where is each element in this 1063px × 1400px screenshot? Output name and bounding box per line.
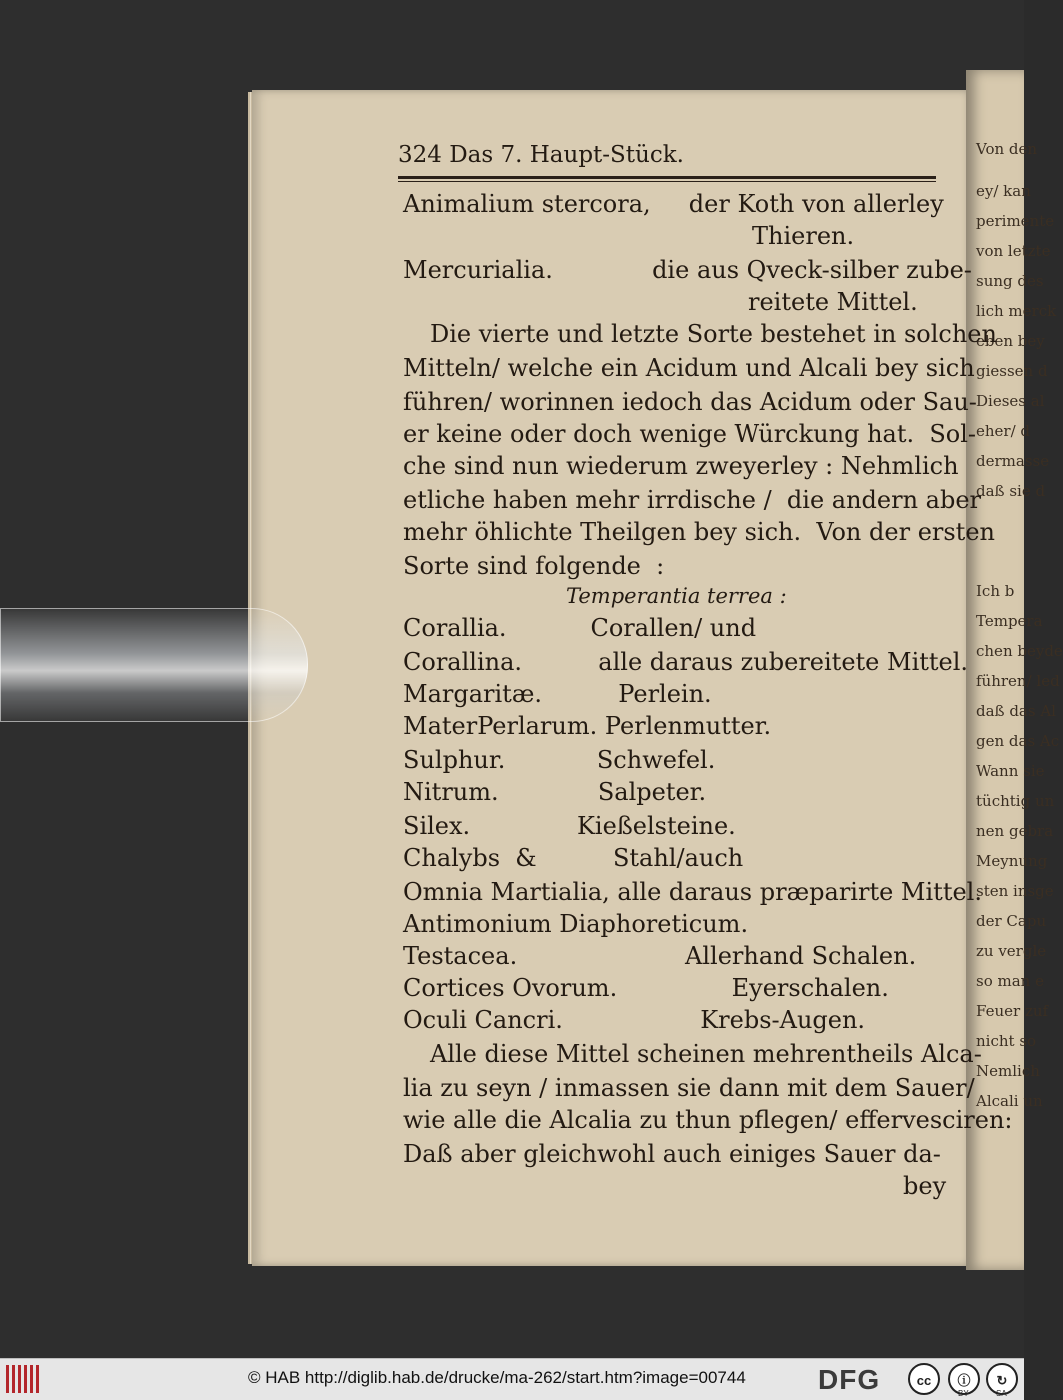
next-page-line: chen beyde: [976, 642, 1063, 660]
next-page-line: Wann sie: [976, 762, 1045, 780]
next-page-line: sten insge: [976, 882, 1054, 900]
next-page-line: Ich b: [976, 582, 1015, 600]
next-page-line: eben bey: [976, 332, 1045, 350]
list-row: Corallia. Corallen/ und: [403, 614, 757, 642]
next-page-line: perimente: [976, 212, 1055, 230]
closing-line: bey: [903, 1172, 947, 1200]
header-rule-thin: [398, 181, 936, 182]
next-page-line: nen gebra: [976, 822, 1054, 840]
next-page-line: Meynung: [976, 852, 1048, 870]
next-page-line: zu vergle: [976, 942, 1047, 960]
next-page-line: sung des: [976, 272, 1044, 290]
body-line: reitete Mittel.: [748, 288, 918, 316]
list-row: Oculi Cancri. Krebs-Augen.: [403, 1006, 866, 1034]
list-row: Chalybs & Stahl/auch: [403, 844, 744, 872]
next-page-line: der Capu: [976, 912, 1047, 930]
page-header: 324 Das 7. Haupt-Stück.: [398, 142, 684, 168]
next-page-line: so man e: [976, 972, 1044, 990]
body-line: mehr öhlichte Theilgen bey sich. Von der ersten: [403, 518, 995, 546]
by-license-icon[interactable]: ⓘ: [948, 1363, 980, 1395]
next-page-line: dermasse: [976, 452, 1050, 470]
cc-license-icon[interactable]: cc: [908, 1363, 940, 1395]
list-row: MaterPerlarum. Perlenmutter.: [403, 712, 772, 740]
list-row: Sulphur. Schwefel.: [403, 746, 716, 774]
next-page-line: Nemlich: [976, 1062, 1040, 1080]
body-line: er keine oder doch wenige Würckung hat. Sol-: [403, 420, 977, 448]
closing-line: Daß aber gleichwohl auch einiges Sauer da-: [403, 1140, 941, 1168]
dfg-logo: DFG: [818, 1364, 881, 1395]
glass-clamp: [0, 608, 308, 722]
header-rule: [398, 176, 936, 179]
by-label: BY: [958, 1389, 969, 1398]
body-line: Animalium stercora, der Koth von allerley: [403, 190, 944, 218]
next-page-line: daß sie d: [976, 482, 1046, 500]
next-page-line: eher/ d: [976, 422, 1031, 440]
next-page-line: giessen d: [976, 362, 1048, 380]
list-row: Margaritæ. Perlein.: [403, 680, 712, 708]
next-page-line: führen/ led: [976, 672, 1060, 690]
sa-label: SA: [996, 1389, 1007, 1398]
next-page-line: ey/ kan: [976, 182, 1031, 200]
subheading: Temperantia terrea :: [566, 584, 787, 608]
list-row: Omnia Martialia, alle daraus præparirte Mittel.: [403, 878, 982, 906]
body-line: Sorte sind folgende :: [403, 552, 665, 580]
body-line: führen/ worinnen iedoch das Acidum oder Sau-: [403, 388, 977, 416]
body-line: Mitteln/ welche ein Acidum und Alcali bey sich: [403, 354, 975, 382]
next-page-line: tüchtig un: [976, 792, 1055, 810]
list-row: Silex. Kießelsteine.: [403, 812, 736, 840]
next-page-line: Alcali un: [976, 1092, 1043, 1110]
hab-logo-icon: [6, 1365, 40, 1393]
body-line: Mercurialia. die aus Qveck-silber zube-: [403, 256, 972, 284]
list-row: Nitrum. Salpeter.: [403, 778, 707, 806]
closing-line: wie alle die Alcalia zu thun pflegen/ effervesciren:: [403, 1106, 1013, 1134]
body-line: che sind nun wiederum zweyerley : Nehmlich: [403, 452, 959, 480]
list-row: Cortices Ovorum. Eyerschalen.: [403, 974, 889, 1002]
next-page-line: daß das Al: [976, 702, 1056, 720]
list-row: Antimonium Diaphoreticum.: [403, 910, 749, 938]
list-row: Testacea. Allerhand Schalen.: [403, 942, 917, 970]
closing-line: lia zu seyn / inmassen sie dann mit dem Sauer/: [403, 1074, 975, 1102]
sa-license-icon[interactable]: ↻: [986, 1363, 1018, 1395]
footer-credit[interactable]: © HAB http://diglib.hab.de/drucke/ma-262/start.htm?image=00744: [248, 1368, 746, 1387]
footer-bar: [0, 1358, 1024, 1400]
next-page-line: Dieses al: [976, 392, 1045, 410]
next-page-line: gen das Ac: [976, 732, 1060, 750]
body-line: Die vierte und letzte Sorte bestehet in solchen: [430, 320, 997, 348]
closing-line: Alle diese Mittel scheinen mehrentheils Alca-: [430, 1040, 982, 1068]
next-page-line: Feuer zuf: [976, 1002, 1049, 1020]
body-line: Thieren.: [752, 222, 855, 250]
next-page-line: Von den: [976, 140, 1038, 158]
next-page-line: von letzte: [976, 242, 1051, 260]
next-page-line: lich merck: [976, 302, 1057, 320]
next-page-line: nicht so: [976, 1032, 1037, 1050]
list-row: Corallina. alle daraus zubereitete Mittel.: [403, 648, 969, 676]
body-line: etliche haben mehr irrdische / die andern aber: [403, 486, 982, 514]
next-page-line: Tempera: [976, 612, 1043, 630]
